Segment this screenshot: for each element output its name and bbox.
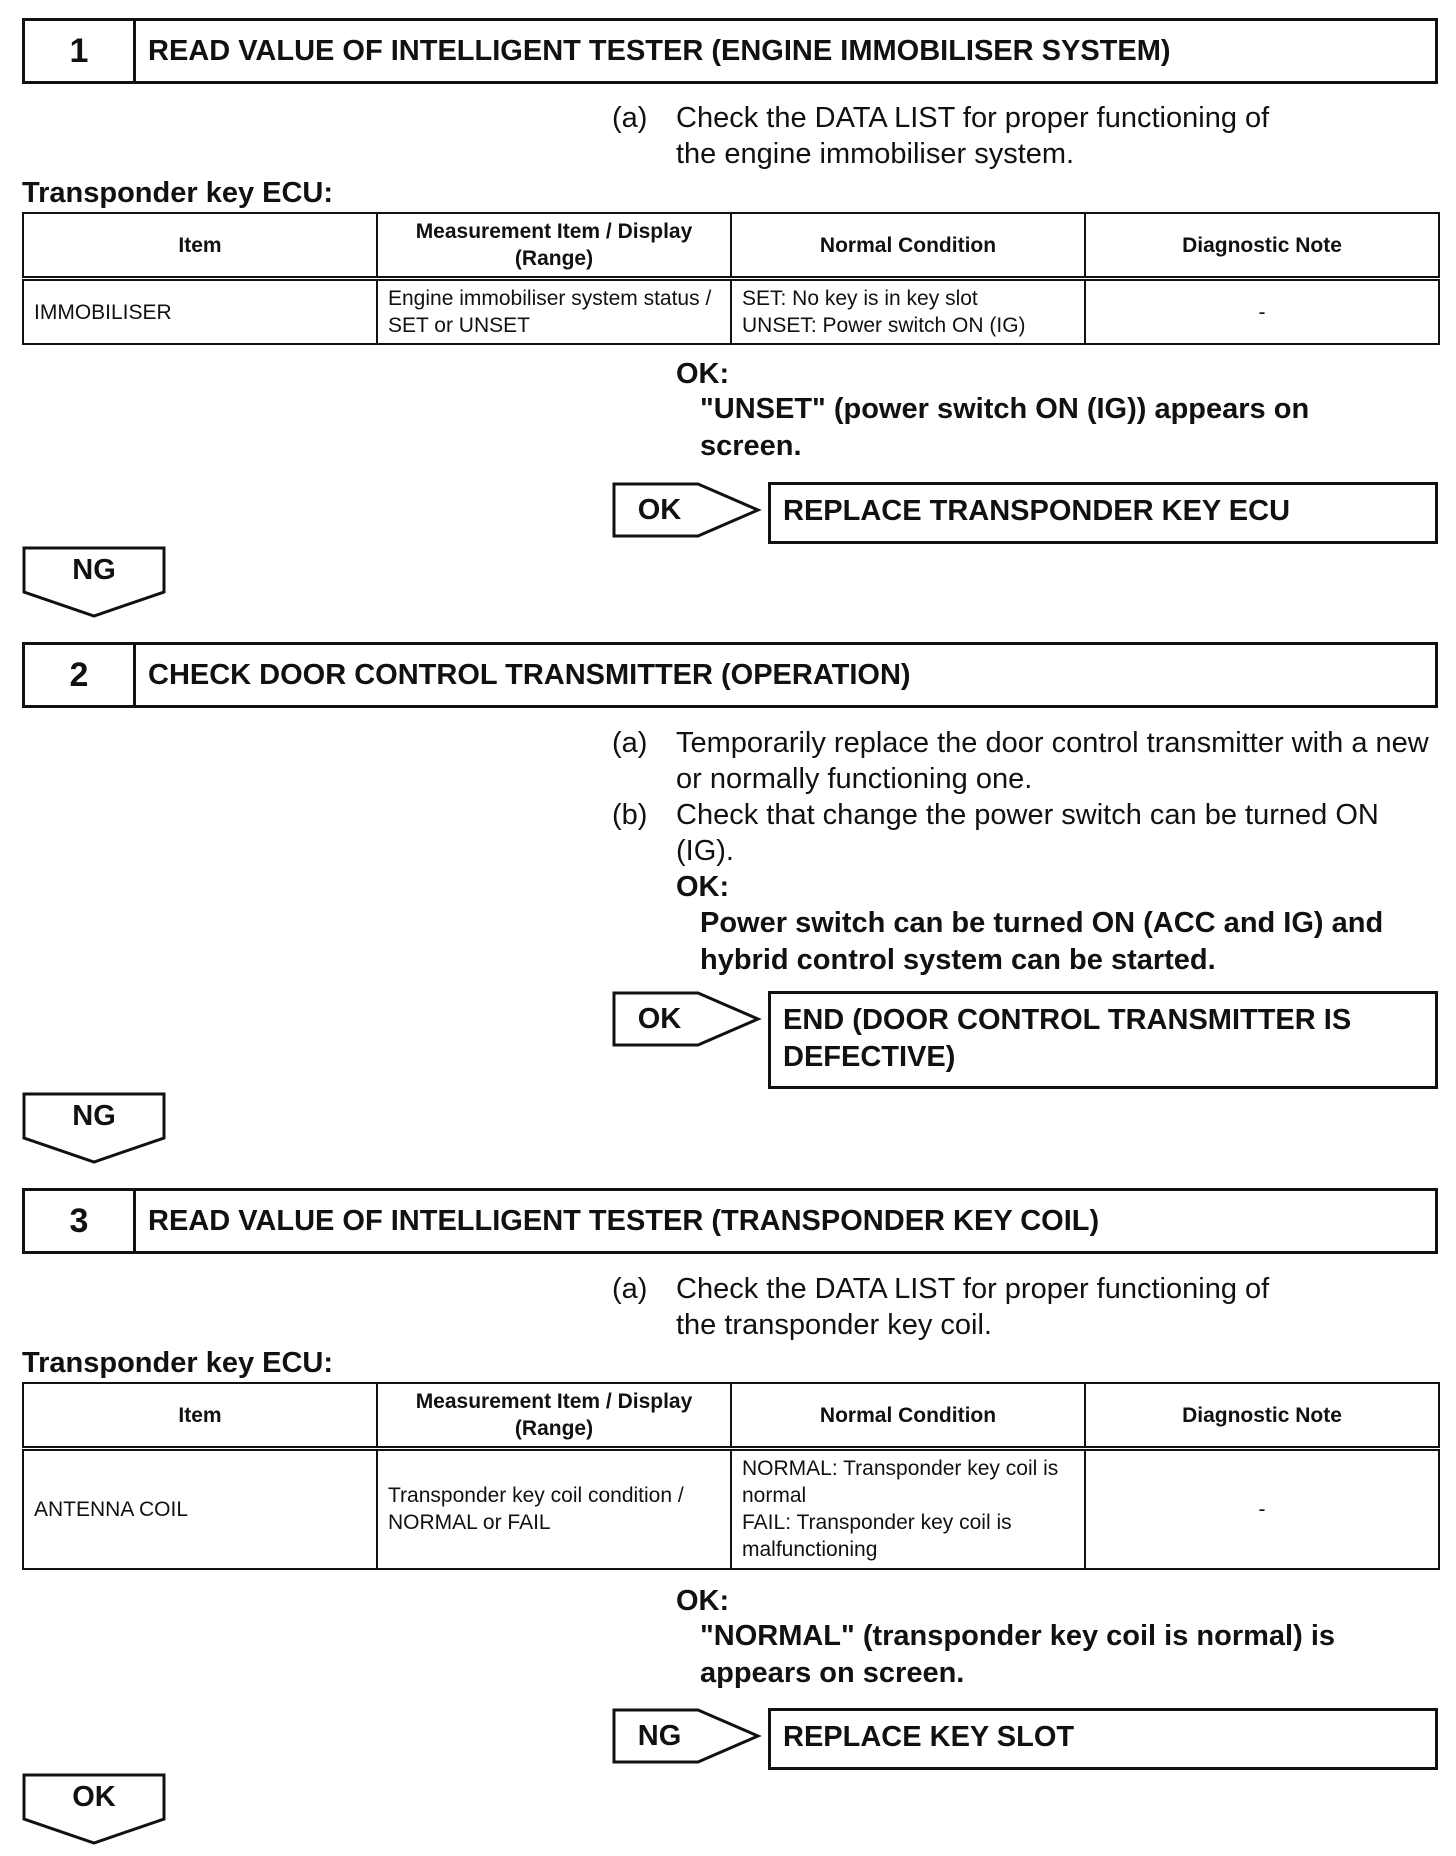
ok-text: "UNSET" (power switch ON (IG)) appears on screen. [700,393,1310,462]
down-tag: NG [72,554,116,586]
step-2-header [22,642,1438,708]
cell-item: ANTENNA COIL [23,1449,377,1569]
instruction-label: (a) [612,727,648,759]
result-tag: NG [637,1719,682,1752]
step-2-title: CHECK DOOR CONTROL TRANSMITTER (OPERATION) [148,658,911,691]
step-1-number: 1 [25,21,136,81]
step-1-ok-criteria [676,358,1396,465]
step-3-ok-criteria [676,1585,1396,1692]
cell-diagnostic-note: - [1085,1449,1439,1569]
result-tag: OK [637,493,682,526]
normal-condition-line: SET: No key is in key slot [742,287,978,310]
down-tag: OK [72,1781,116,1813]
cell-diagnostic-note: - [1085,279,1439,345]
step-3-ok-down-arrow [22,1773,166,1845]
step-1-table-heading: Transponder key ECU: [22,177,334,209]
column-header: Normal Condition [731,1383,1085,1449]
cell-normal-condition [731,1449,1085,1569]
instruction-text: Check the DATA LIST for proper functioning of the engine immobiliser system. [676,102,1270,170]
cell-normal-condition [731,279,1085,345]
step-3-title: READ VALUE OF INTELLIGENT TESTER (TRANSPONDER KEY COIL) [148,1204,1100,1237]
table-row [23,279,1439,345]
normal-condition-line: UNSET: Power switch ON (IG) [742,314,1026,337]
cell-measurement: Transponder key coil condition / NORMAL or FAIL [377,1449,731,1569]
column-header: Item [23,213,377,279]
step-3-table-heading: Transponder key ECU: [22,1347,334,1379]
step-3-data-list-table [22,1382,1440,1570]
step-3-instructions [612,1271,1432,1343]
instruction-row [612,100,1432,172]
instruction-row [612,797,1432,869]
instruction-row [612,725,1432,797]
step-1-result-ok-arrow [612,482,762,538]
column-header: Measurement Item / Display (Range) [377,1383,731,1449]
ok-criteria [612,869,1432,979]
ok-label: OK: [676,871,730,903]
ok-label: OK: [676,358,730,390]
down-tag: NG [72,1100,116,1132]
step-3-result-ng-arrow [612,1708,762,1764]
instruction-row [612,1271,1432,1343]
step-1-instructions [612,100,1432,172]
column-header: Measurement Item / Display (Range) [377,213,731,279]
result-tag: OK [637,1002,682,1035]
instruction-label: (a) [612,102,648,134]
ok-label: OK: [676,1585,730,1617]
step-3-header [22,1188,1438,1254]
cell-item: IMMOBILISER [23,279,377,345]
step-3-action-box: REPLACE KEY SLOT [768,1708,1438,1770]
step-2-number: 2 [25,645,136,705]
step-2-action-box: END (DOOR CONTROL TRANSMITTER IS DEFECTIVE) [768,991,1438,1089]
instruction-label: (a) [612,1273,648,1305]
column-header: Normal Condition [731,213,1085,279]
ok-text: "NORMAL" (transponder key coil is normal) is appears on screen. [700,1620,1335,1689]
instruction-label: (b) [612,799,648,831]
ok-text: Power switch can be turned ON (ACC and IG) and hybrid control system can be started. [700,907,1384,976]
step-1-ng-down-arrow [22,546,166,618]
step-1-data-list-table [22,212,1440,345]
column-header: Diagnostic Note [1085,213,1439,279]
step-1-action-box: REPLACE TRANSPONDER KEY ECU [768,482,1438,544]
step-3-number: 3 [25,1191,136,1251]
table-row [23,1449,1439,1569]
instruction-text: Temporarily replace the door control transmitter with a new or normally functioning one. [676,727,1429,795]
cell-measurement: Engine immobiliser system status / SET or UNSET [377,279,731,345]
step-1-title: READ VALUE OF INTELLIGENT TESTER (ENGINE IMMOBILISER SYSTEM) [148,34,1171,67]
step-2-ng-down-arrow [22,1092,166,1164]
normal-condition-line: NORMAL: Transponder key coil is normal [742,1457,1059,1508]
step-1-header [22,18,1438,84]
column-header: Item [23,1383,377,1449]
instruction-text: Check the DATA LIST for proper functioning of the transponder key coil. [676,1273,1270,1341]
step-2-instructions [612,725,1432,979]
step-2-result-ok-arrow [612,991,762,1047]
column-header: Diagnostic Note [1085,1383,1439,1449]
instruction-text: Check that change the power switch can be turned ON (IG). [676,799,1379,867]
normal-condition-line: FAIL: Transponder key coil is malfunctioning [742,1511,1012,1562]
